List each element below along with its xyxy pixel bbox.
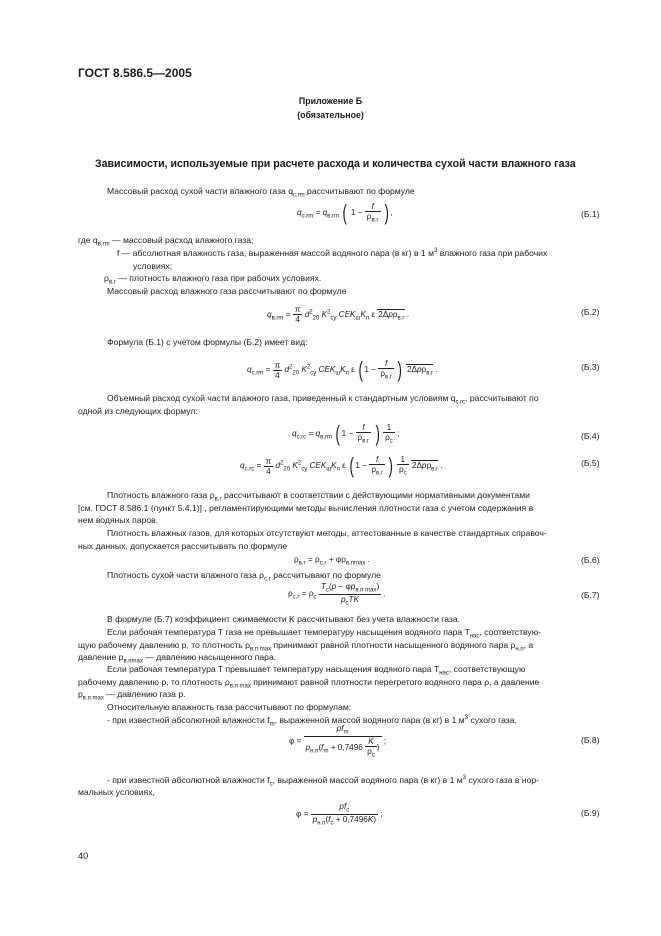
paragraph-p9b: щую рабочему давлению p, то плотность $\rho_{в.п max}$ принимают равной плотности насыщенного водяного пара $\rho_{н.п}$, а [78,640,534,653]
paragraph-p1: Массовый расход сухой части влажного газа $q_{c,rm}$ рассчитывают по формуле [107,186,415,199]
definition-f-cont: условиях; [133,261,173,271]
standard-header: ГОСТ 8.586.5—2005 [78,66,192,80]
paragraph-p13a: - при известной абсолютной влажности $f_c$, выраженной массой водяного пара (в кг) в 1 $м^3$ сухого газа в нор- [107,775,539,788]
page-number: 40 [78,851,89,861]
paragraph-p8: В формуле (Б.7) коэффициент сжимаемости K рассчитывают без учета влажности газа. [107,614,461,624]
equation-b4: $q_{c.rc} = q_{в.rm}$ (1 − $\frac{f}{\rho_{в.г}}$ ) $\frac{1}{\rho_c}$ ; [292,421,400,446]
definition-q: где $q_{в,rm}$ — массовый расход влажного газа; [78,235,254,248]
appendix-title: Приложение Б [298,96,363,106]
paragraph-p5b: [см. ГОСТ 8.586.1 (пункт 5.4.1)] , регламентирующими методы вычисления плотности газа с учетом содержания в [78,503,534,513]
equation-number-b3: (Б.3) [581,362,600,372]
paragraph-p5c: нем водяных паров. [78,515,159,525]
equation-number-b9: (Б.9) [581,808,600,818]
definition-rho: $\rho_{в.г}$ — плотность влажного газа при рабочих условиях. [104,273,322,286]
paragraph-p10b: рабочему давлению p, то плотность $\rho_{в.п max}$ принимают равной плотности перегретого водяного пара ρ, а давление [78,677,540,690]
equation-b7: $\rho_{с.г} = \rho_с$ $\frac{T_c(p - \varphi p_{в.п max})}{p_cTK}$ . [288,582,386,607]
equation-number-b1: (Б.1) [581,209,600,219]
paragraph-p12: - при известной абсолютной влажности $f_m$, выраженной массой водяного пара (в кг) в 1 $м^3$ сухого газа, [107,715,517,728]
equation-number-b8: (Б.8) [581,735,600,745]
paragraph-p10c: $p_{в.п max}$ — давлению газа p. [78,689,186,702]
equation-number-b2: (Б.2) [581,307,600,317]
equation-number-b7: (Б.7) [581,590,600,600]
equation-b3: $q_{c.rm}$ = $\frac{\pi}{4}$ $d^2_{20}$ $K^2_{су}$ $CEK_шK_п$ ε (1 − $\frac{f}{\rho_{в.г}}$ ) 2Δpρ$_{в.г}$ . [247,357,438,382]
equation-number-b5: (Б.5) [581,458,600,468]
equation-number-b4: (Б.4) [581,431,600,441]
paragraph-p7: Плотность сухой части влажного газа $\rho_{с.г}$ рассчитывают по формуле [107,570,381,583]
equation-number-b6: (Б.6) [581,555,600,565]
paragraph-p2: Массовый расход влажного газа рассчитывают по формуле [107,286,347,296]
paragraph-p13b: мальных условиях, [78,787,155,797]
paragraph-p5a: Плотность влажного газа $\rho_{в.г}$ рассчитывают в соответствии с действующими нормативными документами [107,490,530,503]
paragraph-p6a: Плотность влажных газов, для которых отсутствуют методы, аттестованные в качестве стандартных справоч- [107,528,547,538]
paragraph-p9a: Если рабочая температура T газа не превышает температуру насыщения водяного пара $T_{нас}$, соответствую- [107,627,542,640]
paragraph-p6b: ных данных, допускается рассчитывать по формуле [78,541,288,551]
paragraph-p9c: давление $p_{в.пmax}$ — давлению насыщенного пара. [78,652,277,665]
paragraph-p4b: одной из следующих формул: [78,406,198,416]
section-title: Зависимости, используемые при расчете расхода и количества сухой части влажного газа [95,158,576,170]
paragraph-p11: Относительную влажность газа рассчитывают по формулам: [107,702,352,712]
paragraph-p3: Формула (Б.1) с учетом формулы (Б.2) имеет вид: [107,337,308,347]
appendix-subtitle: (обязательное) [297,110,364,120]
equation-b1: $q_{c.rm} = q_{в.rm}$ ( 1 − $\frac{f}{\rho_{в.г}}$ ), [297,200,393,225]
definition-f: f — абсолютная влажность газа, выраженная массой водяного пара (в кг) в 1 $м^3$ влажного газа при рабочих [117,248,548,258]
equation-b6: $\rho_{в.г} = \rho_{с.г} + \varphi\rho_{в.пmax}$ . [294,555,370,567]
paragraph-p4a: Объемный расход сухой части влажного газа, приведенный к стандартным условиям $q_{c.rc}$, рассчитывают по [107,393,539,406]
equation-b2: $q_{в.rm}$ = $\frac{\pi}{4}$ $d^2_{20}$ $K^2_{су}$ $CEK_шK_п$ ε 2Δpρ$_{в.г}$ . [267,305,410,324]
equation-b9: φ = $\frac{pf_c}{p_{н.п}(f_c + 0,7496K)}$ ; [296,802,383,827]
paragraph-p10a: Если рабочая температура T превышает температуру насыщения водяного пара $T_{нас}$, соответствующую [107,664,526,677]
equation-b8: φ = $pf_m$ $p_{н.п}(f_m + 0,7496$ $\frac{K}{\rho_c}$ ) ; [289,724,387,759]
equation-b5: $q_{c.rc}$ = $\frac{\pi}{4}$ $d^2_{20}$ $K^2_{су}$ $CEK_шK_п$ ε (1 − $\frac{f}{\rho_{в.г}}$ ) $\frac{1}{\rho_c}$ 2Δpρ$_{в.г}$ . [240,453,443,478]
